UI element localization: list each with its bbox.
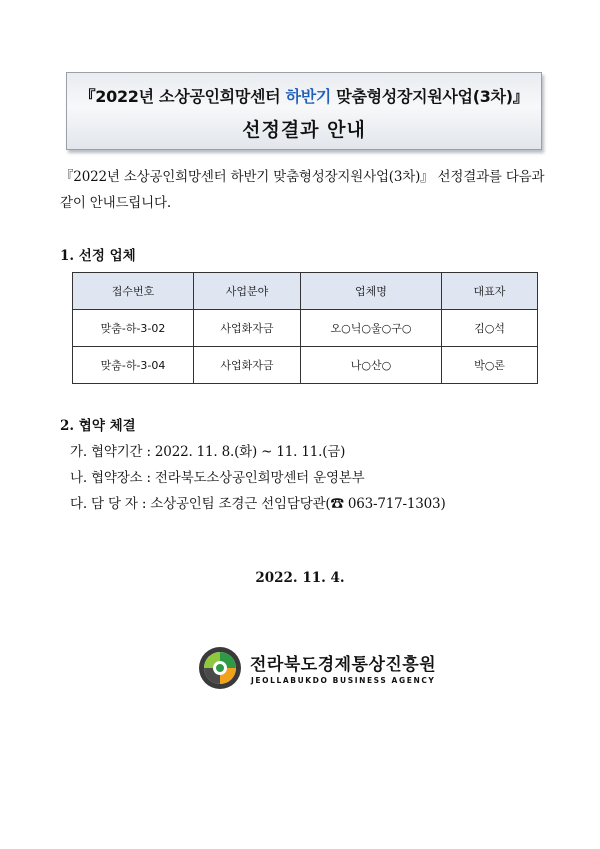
section1-heading: 1. 선정 업체 xyxy=(60,248,136,264)
agreement-contact: 다. 담 당 자 : 소상공인팀 조경근 선임담당관(☎ 063-717-1303) xyxy=(70,496,446,512)
table-cell: 오○닉○울○구○ xyxy=(301,310,442,347)
agency-name-english: JEOLLABUKDO BUSINESS AGENCY xyxy=(251,676,436,685)
table-cell: 사업화자금 xyxy=(194,347,301,384)
col-header: 사업분야 xyxy=(194,273,301,310)
agreement-period: 가. 협약기간 : 2022. 11. 8.(화) ~ 11. 11.(금) xyxy=(70,444,346,460)
document-date: 2022. 11. 4. xyxy=(255,570,345,586)
page-title: 『2022년 소상공인희망센터 하반기 맞춤형성장지원사업(3차)』 xyxy=(79,87,529,106)
table-cell: 박○론 xyxy=(442,347,538,384)
agreement-place: 나. 협약장소 : 전라북도소상공인희망센터 운영본부 xyxy=(70,470,365,486)
intro-text: 『2022년 소상공인희망센터 하반기 맞춤형성장지원사업(3차)』 선정결과를 다음과 같이 안내드립니다. xyxy=(60,169,545,211)
section2-heading: 2. 협약 체결 xyxy=(60,418,136,434)
agency-emblem-icon xyxy=(198,646,242,690)
table-cell: 나○산○ xyxy=(301,347,442,384)
table-cell: 사업화자금 xyxy=(194,310,301,347)
title-box xyxy=(66,72,542,150)
table-cell: 김○석 xyxy=(442,310,538,347)
agency-logo xyxy=(198,646,437,692)
page-subtitle: 선정결과 안내 xyxy=(242,119,366,141)
table-header-row xyxy=(73,273,538,310)
table-cell: 맞춤-하-3-04 xyxy=(73,347,194,384)
table-cell: 맞춤-하-3-02 xyxy=(73,310,194,347)
selection-table xyxy=(72,272,538,384)
col-header: 업체명 xyxy=(301,273,442,310)
agency-name: 전라북도경제통상진흥원 xyxy=(250,655,437,675)
table-row xyxy=(73,310,538,347)
title-highlight: 하반기 xyxy=(285,87,332,106)
col-header: 대표자 xyxy=(442,273,538,310)
col-header: 접수번호 xyxy=(73,273,194,310)
table-row xyxy=(73,347,538,384)
